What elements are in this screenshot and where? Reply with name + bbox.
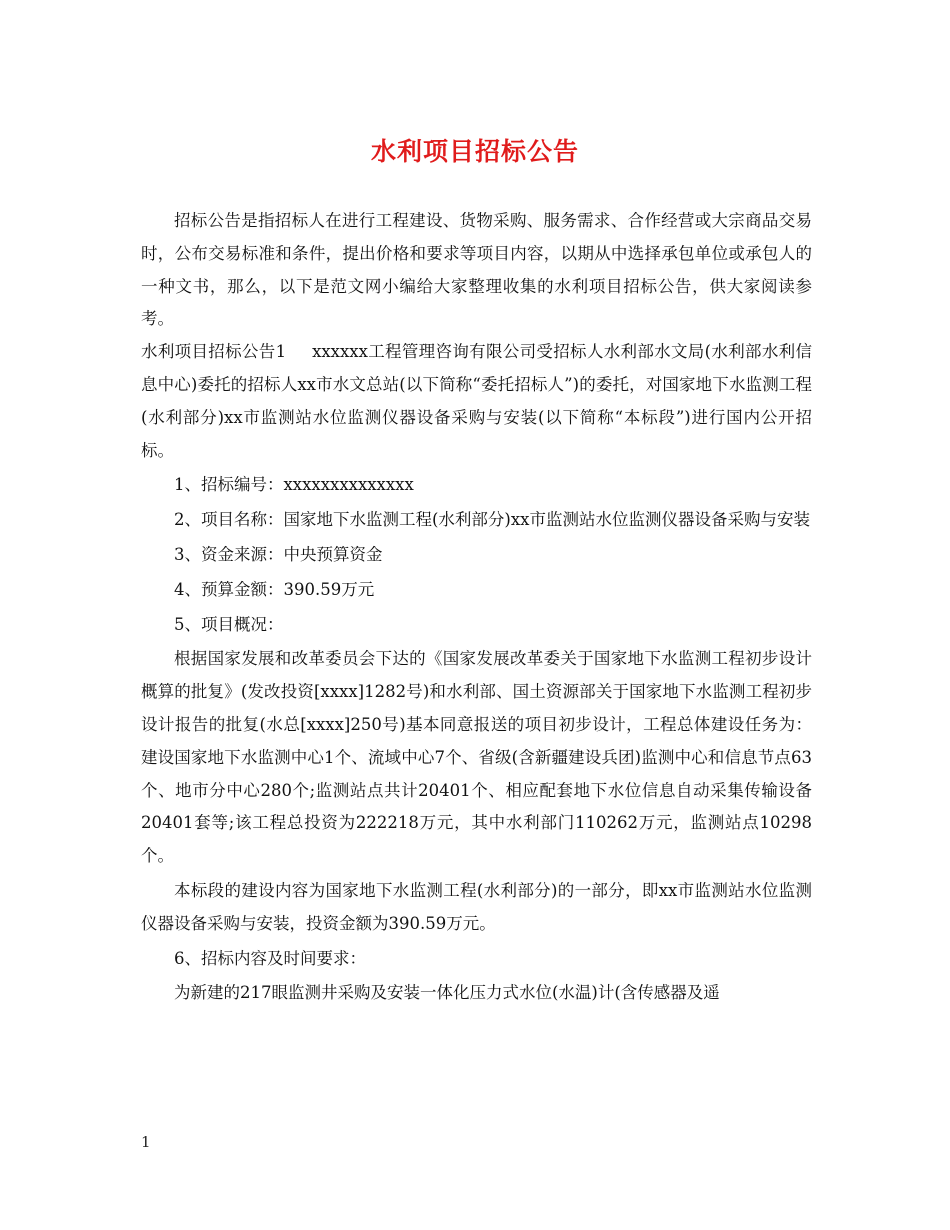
scope-paragraph: 本标段的建设内容为国家地下水监测工程(水利部分)的一部分，即xx市监测站水位监测仪器设备采购与安装，投资金额为390.59万元。	[141, 880, 812, 933]
tender-number-item: 1、招标编号：xxxxxxxxxxxxxx	[174, 475, 414, 495]
notice1-paragraph	[141, 336, 812, 467]
document-title: 水利项目招标公告	[370, 137, 579, 166]
document-body	[141, 205, 812, 1010]
overview-item: 5、项目概况：	[174, 614, 284, 634]
content-paragraph: 为新建的217眼监测井采购及安装一体化压力式水位(水温)计(含传感器及遥	[174, 983, 720, 1003]
project-name-item: 2、项目名称：国家地下水监测工程(水利部分)xx市监测站水位监测仪器设备采购与安装	[174, 510, 810, 530]
intro-paragraph: 招标公告是指招标人在进行工程建设、货物采购、服务需求、合作经营或大宗商品交易时，公布交易标准和条件，提出价格和要求等项目内容，以期从中选择承包单位或承包人的一种文书，那么，以下是范文网小编给大家整理收集的水利项目招标公告，供大家阅读参考。	[141, 211, 812, 329]
overview-paragraph: 根据国家发展和改革委员会下达的《国家发展改革委关于国家地下水监测工程初步设计概算的批复》(发改投资[xxxx]1282号)和水利部、国土资源部关于国家地下水监测工程初步设计报告的批复(水总[xxxx]250号)基本同意报送的项目初步设计，工程总体建设任务为：建设国家地下水监测中心1个、流域中心7个、省级(含新疆建设兵团)监测中心和信息节点63个、地市分中心280个;监测站点共计20401个、相应配套地下水位信息自动采集传输设备20401套等;该工程总投资为222218万元，其中水利部门110262万元，监测站点10298个。	[141, 649, 812, 866]
budget-item: 4、预算金额：390.59万元	[174, 579, 375, 599]
page-number: 1	[141, 1133, 151, 1151]
notice1-heading: 水利项目招标公告1	[141, 342, 287, 362]
content-requirements-item: 6、招标内容及时间要求：	[174, 948, 366, 968]
fund-source-item: 3、资金来源：中央预算资金	[174, 544, 383, 564]
notice1-body: xxxxxx工程管理咨询有限公司受招标人水利部水文局(水利部水利信息中心)委托的招标人xx市水文总站(以下简称“委托招标人”)的委托，对国家地下水监测工程(水利部分)xx市监测站水位监测仪器设备采购与安装(以下简称“本标段”)进行国内公开招标。	[141, 342, 812, 460]
